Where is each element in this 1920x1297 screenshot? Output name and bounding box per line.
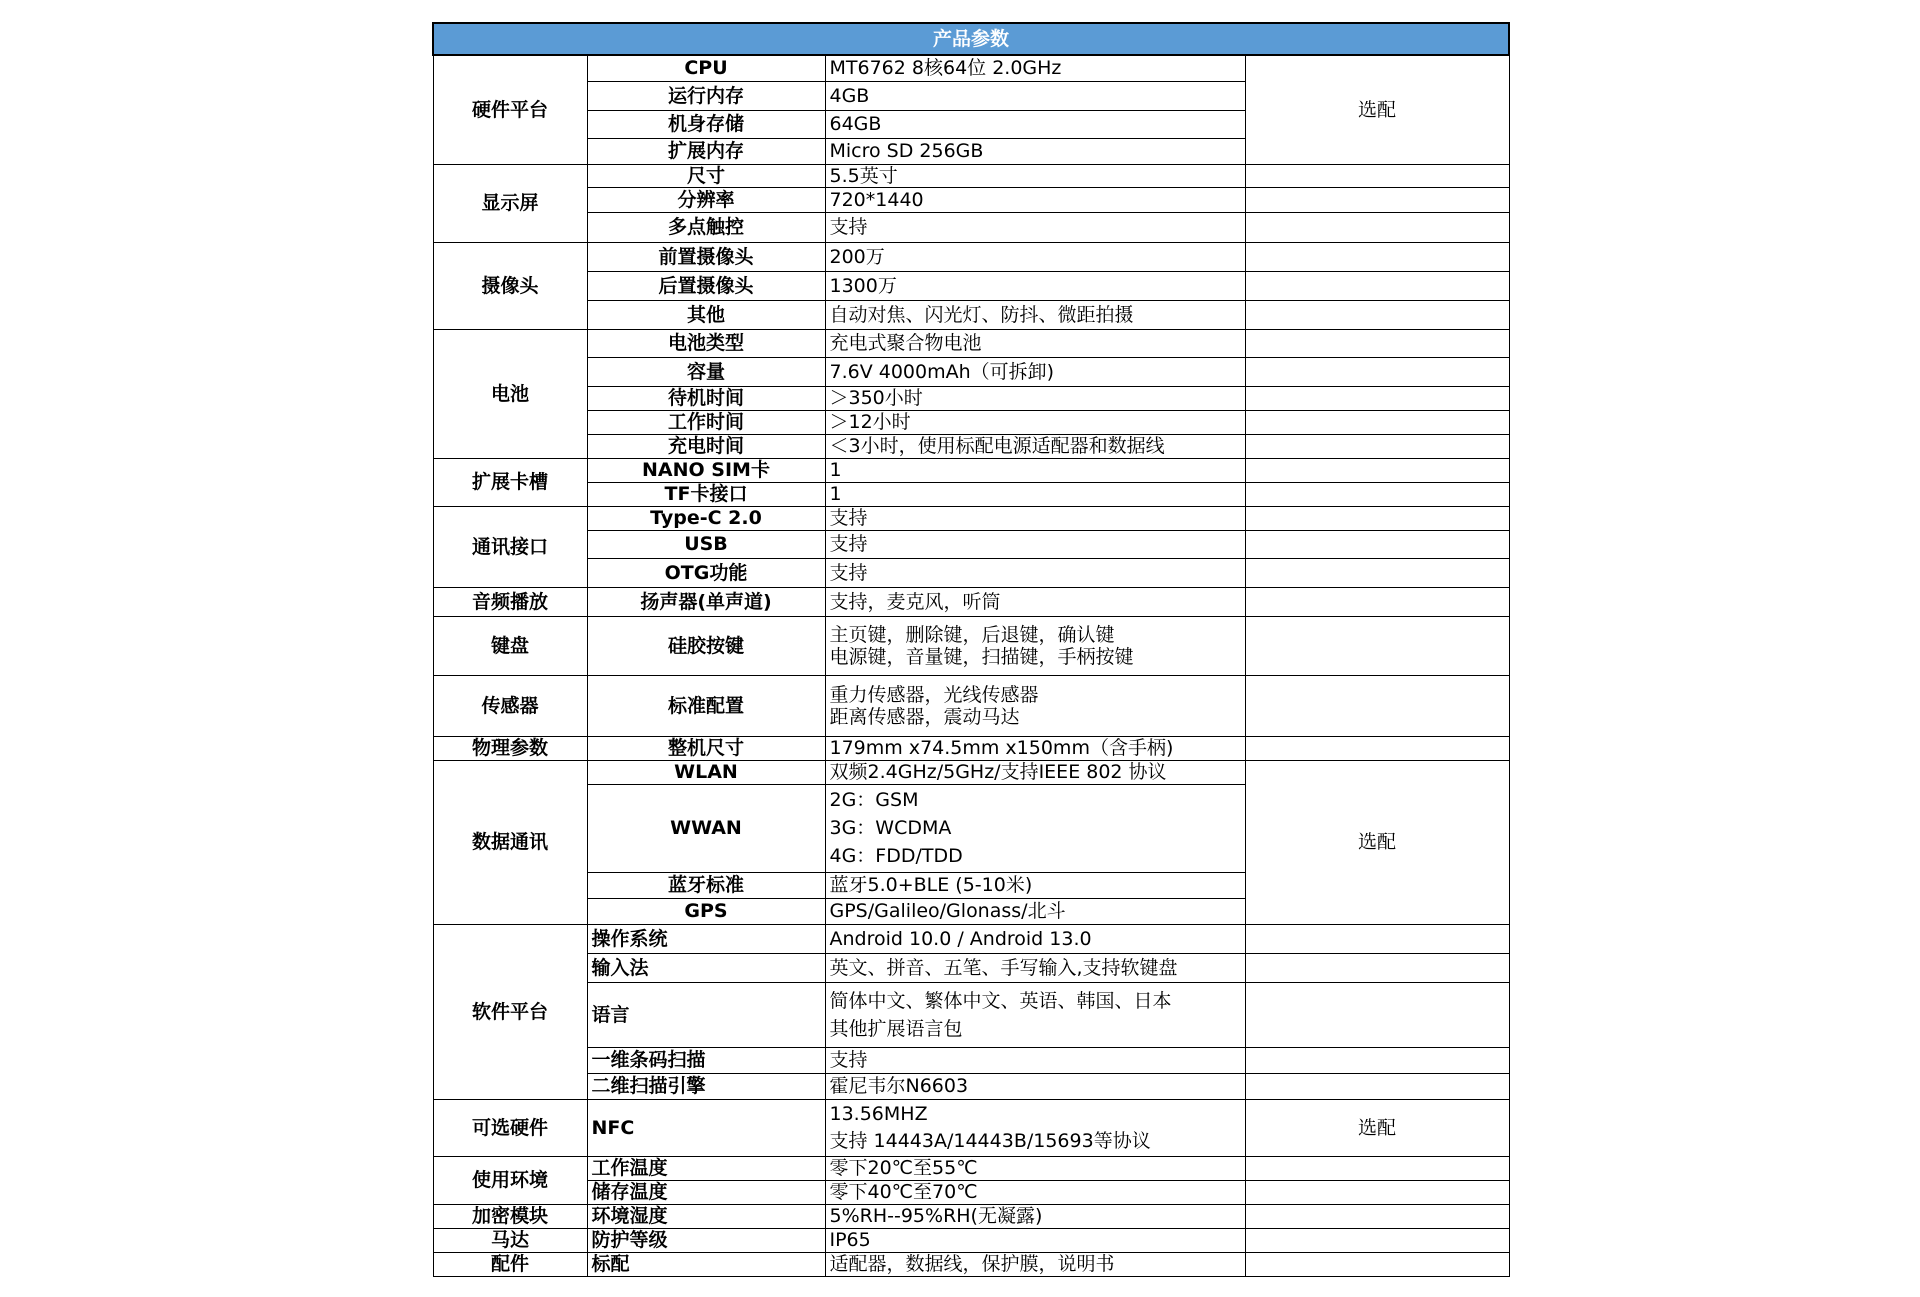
row-label: TF卡接口 (587, 482, 825, 506)
spec-sheet (432, 22, 1508, 1277)
row-value: 主页键，删除键，后退键，确认键 电源键，音量键，扫描键，手柄按键 (825, 616, 1245, 675)
row-value: IP65 (825, 1228, 1245, 1252)
row-value: 5.5英寸 (825, 164, 1245, 187)
empty-cell (1245, 1228, 1509, 1252)
row-value: 1 (825, 482, 1245, 506)
row-value: 支持 (825, 558, 1245, 587)
empty-cell (1245, 1156, 1509, 1180)
row-label: 多点触控 (587, 212, 825, 242)
row-label: 蓝牙标准 (587, 872, 825, 898)
row-value: 零下40℃至70℃ (825, 1180, 1245, 1204)
row-label: WLAN (587, 760, 825, 784)
row-value: 适配器，数据线，保护膜，说明书 (825, 1252, 1245, 1276)
empty-cell (1245, 506, 1509, 530)
category-cell: 加密模块 (433, 1204, 587, 1228)
category-cell: 硬件平台 (433, 55, 587, 164)
row-label: OTG功能 (587, 558, 825, 587)
empty-cell (1245, 1252, 1509, 1276)
row-label: 电池类型 (587, 329, 825, 357)
row-label: 一维条码扫描 (587, 1047, 825, 1073)
row-value: ＞350小时 (825, 386, 1245, 410)
row-value: 支持，麦克风，听筒 (825, 587, 1245, 616)
row-value: 5%RH--95%RH(无凝露) (825, 1204, 1245, 1228)
empty-cell (1245, 736, 1509, 760)
empty-cell (1245, 616, 1509, 675)
optional-note: 选配 (1245, 760, 1509, 924)
empty-cell (1245, 558, 1509, 587)
row-value: 重力传感器，光线传感器 距离传感器，震动马达 (825, 675, 1245, 736)
row-label: 待机时间 (587, 386, 825, 410)
category-cell: 摄像头 (433, 242, 587, 329)
row-label: USB (587, 530, 825, 558)
row-value: 200万 (825, 242, 1245, 271)
row-label: 标准配置 (587, 675, 825, 736)
row-value: 7.6V 4000mAh（可拆卸) (825, 357, 1245, 386)
row-value: 充电式聚合物电池 (825, 329, 1245, 357)
empty-cell (1245, 271, 1509, 300)
row-value: Android 10.0 / Android 13.0 (825, 924, 1245, 953)
row-label: 前置摄像头 (587, 242, 825, 271)
row-value: 支持 (825, 212, 1245, 242)
empty-cell (1245, 410, 1509, 434)
optional-note: 选配 (1245, 55, 1509, 164)
row-label: 运行内存 (587, 81, 825, 110)
row-label: 工作时间 (587, 410, 825, 434)
row-label: 扩展内存 (587, 138, 825, 164)
row-value: 2G：GSM 3G：WCDMA 4G：FDD/TDD (825, 784, 1245, 872)
row-value: 64GB (825, 110, 1245, 138)
row-label: 环境湿度 (587, 1204, 825, 1228)
row-label: 充电时间 (587, 434, 825, 458)
row-label: CPU (587, 55, 825, 81)
empty-cell (1245, 1047, 1509, 1073)
row-value: 自动对焦、闪光灯、防抖、微距拍摄 (825, 300, 1245, 329)
row-value: 720*1440 (825, 187, 1245, 212)
category-cell: 电池 (433, 329, 587, 458)
row-label: 操作系统 (587, 924, 825, 953)
category-cell: 使用环境 (433, 1156, 587, 1204)
row-value: 支持 (825, 1047, 1245, 1073)
row-value: 支持 (825, 530, 1245, 558)
category-cell: 扩展卡槽 (433, 458, 587, 506)
row-label: 其他 (587, 300, 825, 329)
empty-cell (1245, 300, 1509, 329)
empty-cell (1245, 982, 1509, 1047)
row-label: 后置摄像头 (587, 271, 825, 300)
category-cell: 显示屏 (433, 164, 587, 242)
empty-cell (1245, 953, 1509, 982)
empty-cell (1245, 1180, 1509, 1204)
row-label: 标配 (587, 1252, 825, 1276)
row-label: 硅胶按键 (587, 616, 825, 675)
row-label: 储存温度 (587, 1180, 825, 1204)
row-label: NANO SIM卡 (587, 458, 825, 482)
row-label: 二维扫描引擎 (587, 1073, 825, 1099)
row-value: 蓝牙5.0+BLE (5-10米) (825, 872, 1245, 898)
empty-cell (1245, 530, 1509, 558)
row-value: 13.56MHZ 支持 14443A/14443B/15693等协议 (825, 1099, 1245, 1156)
optional-note: 选配 (1245, 1099, 1509, 1156)
table-header: 产品参数 (433, 23, 1509, 55)
spec-table (432, 22, 1510, 1277)
row-value: 英文、拼音、五笔、手写输入,支持软键盘 (825, 953, 1245, 982)
row-label: 输入法 (587, 953, 825, 982)
empty-cell (1245, 1073, 1509, 1099)
row-value: 简体中文、繁体中文、英语、韩国、日本 其他扩展语言包 (825, 982, 1245, 1047)
empty-cell (1245, 587, 1509, 616)
row-value: 霍尼韦尔N6603 (825, 1073, 1245, 1099)
category-cell: 可选硬件 (433, 1099, 587, 1156)
empty-cell (1245, 242, 1509, 271)
category-cell: 通讯接口 (433, 506, 587, 587)
row-label: 扬声器(单声道) (587, 587, 825, 616)
empty-cell (1245, 329, 1509, 357)
empty-cell (1245, 187, 1509, 212)
category-cell: 传感器 (433, 675, 587, 736)
empty-cell (1245, 675, 1509, 736)
empty-cell (1245, 924, 1509, 953)
row-label: 语言 (587, 982, 825, 1047)
row-label: 容量 (587, 357, 825, 386)
empty-cell (1245, 386, 1509, 410)
row-value: ＜3小时，使用标配电源适配器和数据线 (825, 434, 1245, 458)
row-label: 防护等级 (587, 1228, 825, 1252)
row-value: 双频2.4GHz/5GHz/支持IEEE 802 协议 (825, 760, 1245, 784)
row-value: Micro SD 256GB (825, 138, 1245, 164)
category-cell: 音频播放 (433, 587, 587, 616)
row-value: 4GB (825, 81, 1245, 110)
empty-cell (1245, 164, 1509, 187)
row-label: 分辨率 (587, 187, 825, 212)
category-cell: 马达 (433, 1228, 587, 1252)
row-value: ＞12小时 (825, 410, 1245, 434)
row-value: 1300万 (825, 271, 1245, 300)
empty-cell (1245, 1204, 1509, 1228)
category-cell: 软件平台 (433, 924, 587, 1099)
empty-cell (1245, 458, 1509, 482)
category-cell: 键盘 (433, 616, 587, 675)
row-value: 零下20℃至55℃ (825, 1156, 1245, 1180)
row-label: NFC (587, 1099, 825, 1156)
row-value: 支持 (825, 506, 1245, 530)
category-cell: 数据通讯 (433, 760, 587, 924)
row-value: MT6762 8核64位 2.0GHz (825, 55, 1245, 81)
empty-cell (1245, 212, 1509, 242)
row-value: GPS/Galileo/Glonass/北斗 (825, 898, 1245, 924)
row-label: Type-C 2.0 (587, 506, 825, 530)
row-label: 机身存储 (587, 110, 825, 138)
empty-cell (1245, 357, 1509, 386)
row-label: 尺寸 (587, 164, 825, 187)
row-label: WWAN (587, 784, 825, 872)
row-label: 工作温度 (587, 1156, 825, 1180)
empty-cell (1245, 482, 1509, 506)
row-value: 179mm x74.5mm x150mm（含手柄) (825, 736, 1245, 760)
row-value: 1 (825, 458, 1245, 482)
category-cell: 物理参数 (433, 736, 587, 760)
category-cell: 配件 (433, 1252, 587, 1276)
row-label: GPS (587, 898, 825, 924)
row-label: 整机尺寸 (587, 736, 825, 760)
empty-cell (1245, 434, 1509, 458)
